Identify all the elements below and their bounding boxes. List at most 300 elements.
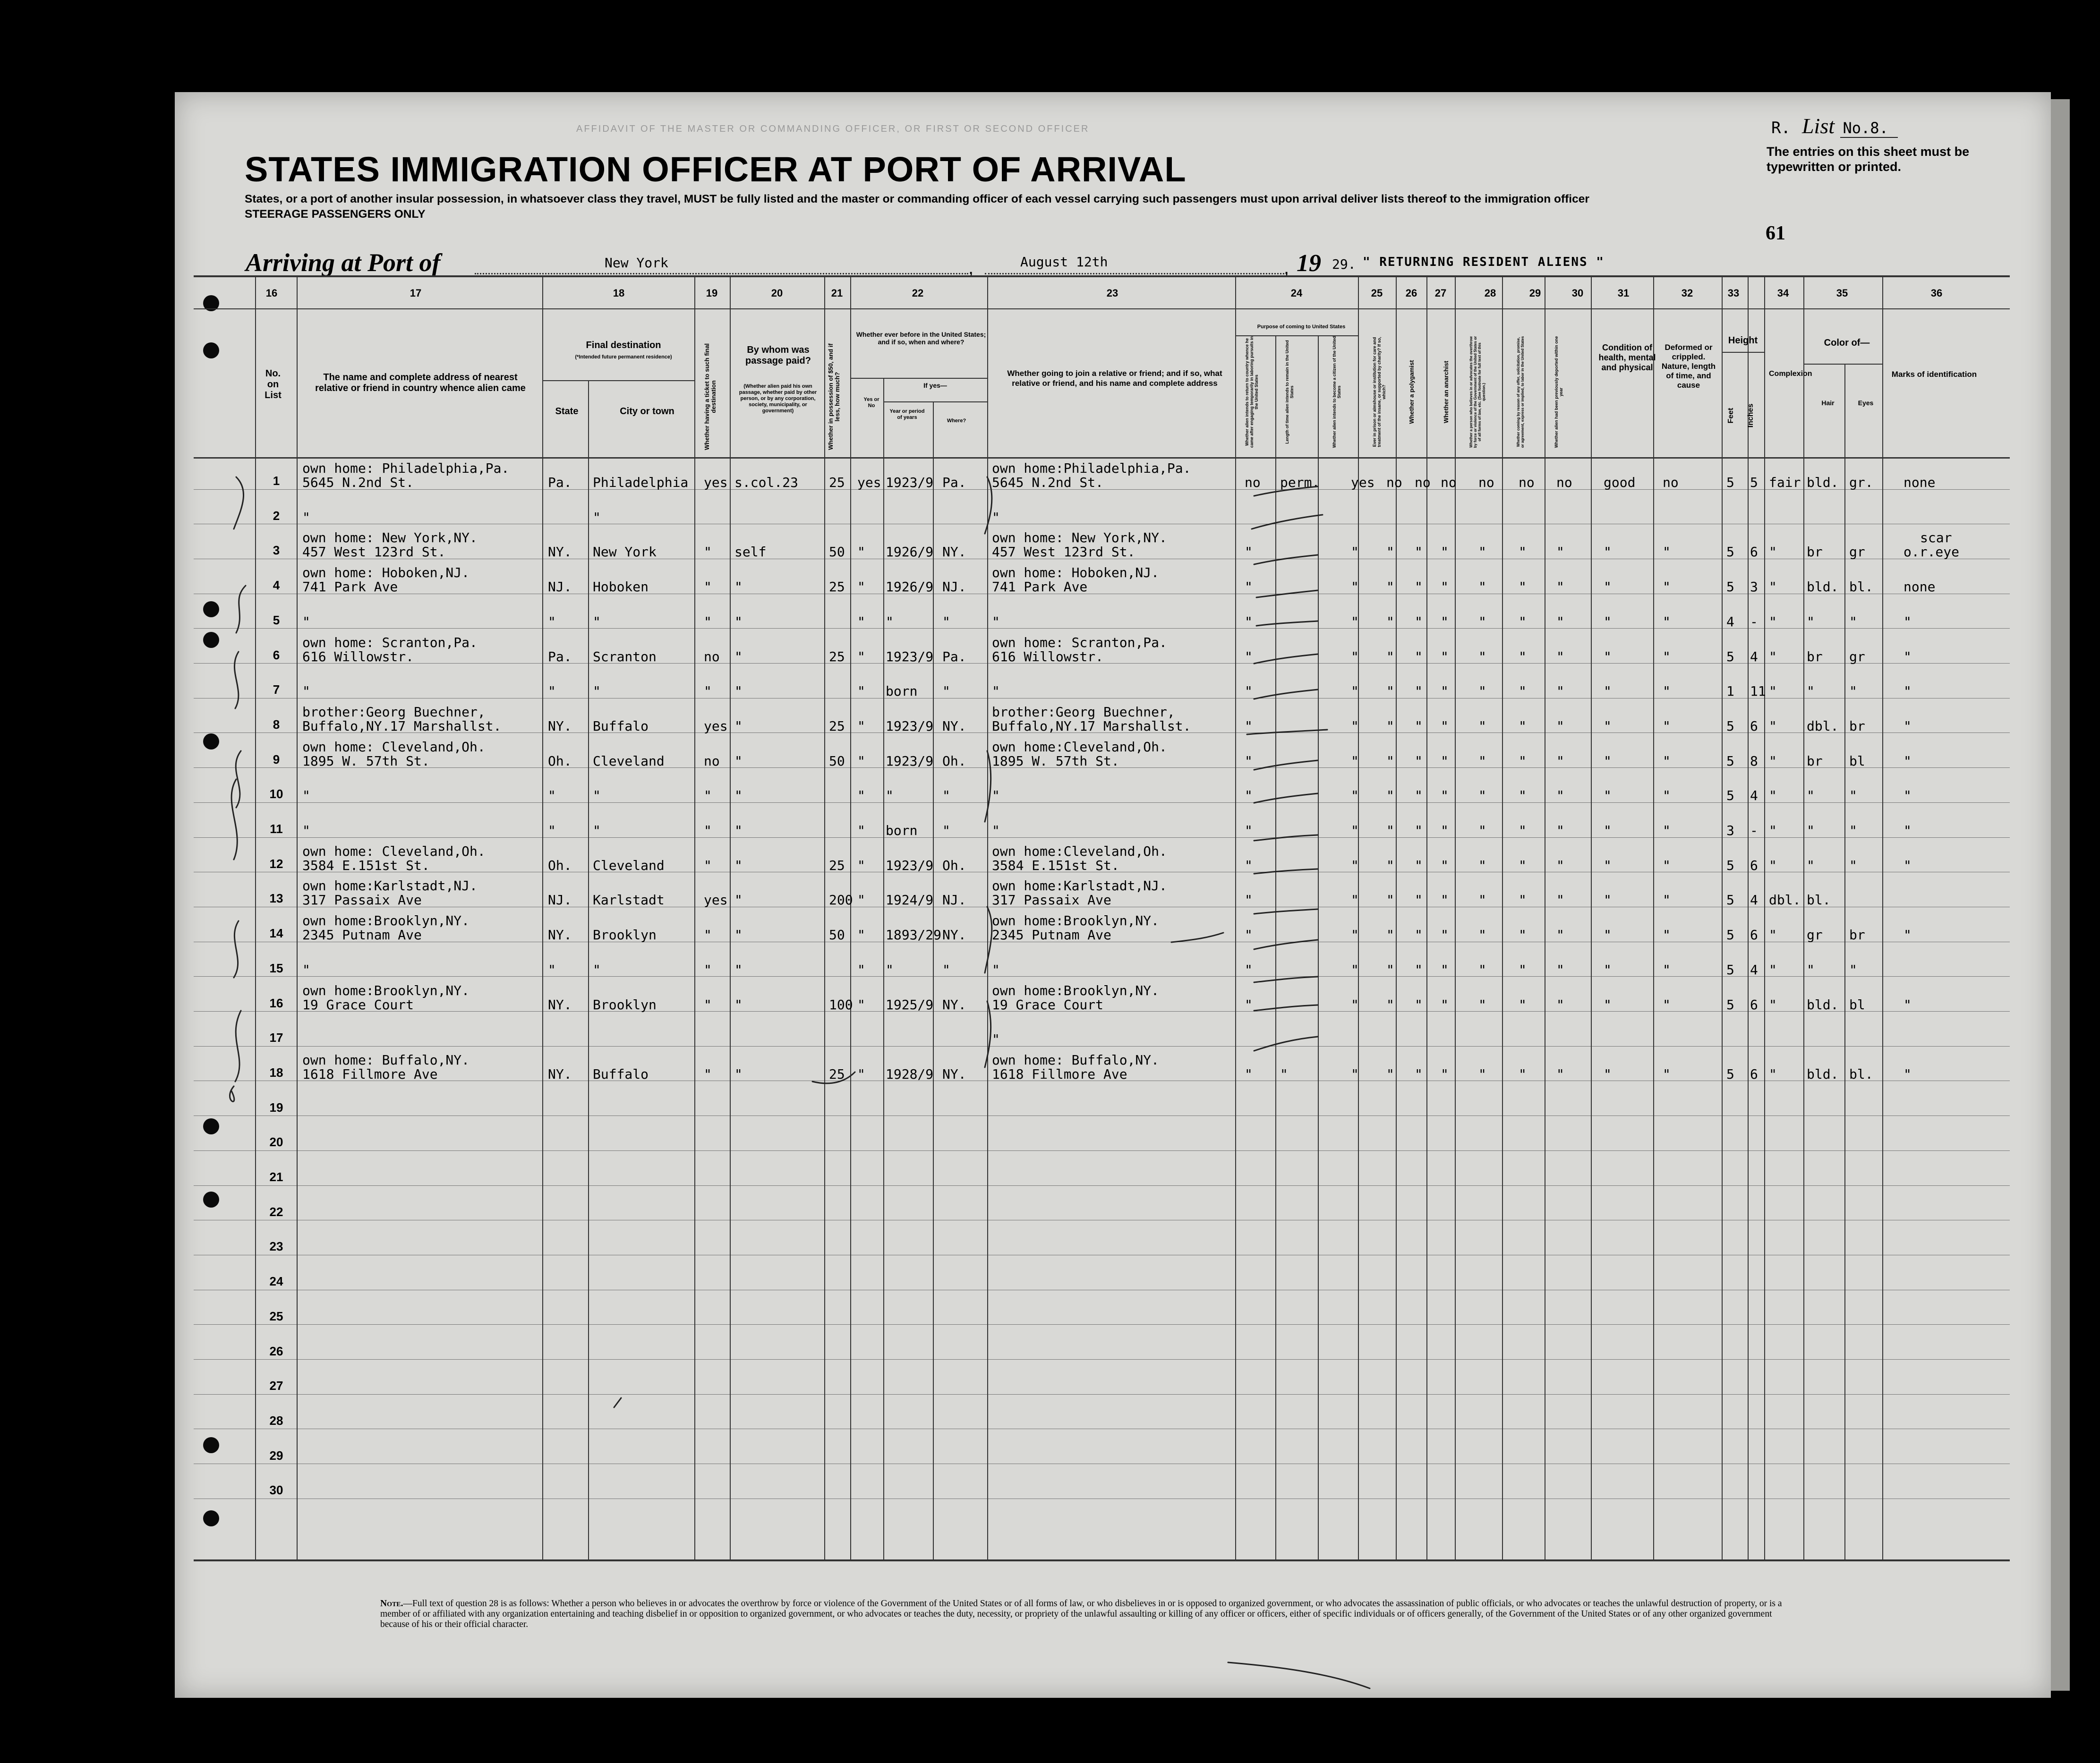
cell-q30: " <box>1556 962 1564 978</box>
cell-paid: " <box>734 788 743 803</box>
cell-q29: " <box>1519 614 1527 630</box>
cell-q29: " <box>1519 649 1527 664</box>
header-year: Year or period of years <box>889 409 925 420</box>
row-number: 29 <box>269 1448 283 1463</box>
cell-a2: Buffalo,NY.17 Marshallst. <box>302 718 502 734</box>
cell-city: Karlstadt <box>593 892 665 908</box>
check-mark <box>234 477 244 529</box>
cell-in: - <box>1750 614 1758 630</box>
cell-mk2: " <box>1904 753 1912 769</box>
cell-paid: s.col.23 <box>734 475 798 490</box>
cell-ey: " <box>1849 614 1857 630</box>
cell-a2: 317 Passaix Ave <box>302 892 422 908</box>
cell-yn: " <box>857 892 865 908</box>
column-number: 29 <box>1529 287 1541 299</box>
header-join-relative: Whether going to join a relative or friend; and if so, what relative or friend, and his name and complete address <box>1007 369 1222 388</box>
cell-st: NY. <box>548 1066 572 1082</box>
cell-hl: " <box>1604 858 1612 873</box>
cell-money: 50 <box>829 544 845 560</box>
cell-q29: " <box>1519 718 1527 734</box>
cell-q25: " <box>1386 962 1394 978</box>
cell-mk2: " <box>1904 614 1912 630</box>
cell-ft: 5 <box>1726 544 1734 560</box>
cell-q25: " <box>1386 649 1394 664</box>
cell-q27: " <box>1441 788 1449 803</box>
cell-cx: " <box>1769 544 1777 560</box>
port-value: New York <box>605 255 668 271</box>
cell-paid: " <box>734 927 743 943</box>
comma-1: , <box>968 257 974 278</box>
header-color-of: Color of— <box>1824 338 1870 348</box>
cell-in: 6 <box>1750 718 1758 734</box>
cell-mk2: " <box>1904 823 1912 838</box>
row-number: 12 <box>269 857 283 871</box>
cell-p2: perm. <box>1280 475 1320 490</box>
cell-city: " <box>593 823 601 838</box>
cell-df: " <box>1663 1066 1671 1082</box>
cell-q25: " <box>1386 683 1394 699</box>
year-suffix: 29. <box>1332 256 1356 272</box>
cell-cx: " <box>1769 1066 1777 1082</box>
stroke-mark <box>1228 1662 1370 1688</box>
cell-city: Hoboken <box>593 579 649 595</box>
cell-cx: " <box>1769 823 1777 838</box>
header-final-destination-sub: (*Intended future permanent residence) <box>575 354 672 360</box>
cell-cx: " <box>1769 788 1777 803</box>
cell-paid: " <box>734 892 743 908</box>
cell-hr: " <box>1807 962 1815 978</box>
cell-paid: self <box>734 544 767 560</box>
tick-mark <box>1254 1005 1318 1011</box>
cell-p1: " <box>1245 927 1253 943</box>
cell-q26: " <box>1415 858 1423 873</box>
cell-p3: " <box>1351 997 1359 1013</box>
column-number: 33 <box>1727 287 1740 299</box>
cell-a1: own home: Scranton,Pa. <box>302 635 478 650</box>
cell-hr: bld. <box>1807 579 1839 595</box>
row-number: 14 <box>269 926 283 940</box>
row-number: 3 <box>273 543 280 557</box>
cell-in: 6 <box>1750 544 1758 560</box>
cell-df: " <box>1663 823 1671 838</box>
row-number: 21 <box>269 1170 283 1184</box>
cell-q29: " <box>1519 892 1527 908</box>
check-mark <box>231 779 237 860</box>
cell-cx: " <box>1769 683 1777 699</box>
cell-q27: " <box>1441 544 1449 560</box>
year-prefix: 19 <box>1297 250 1321 277</box>
cell-hl: " <box>1604 614 1612 630</box>
cell-q26: " <box>1415 614 1423 630</box>
cell-p3: " <box>1351 788 1359 803</box>
cell-df: " <box>1663 579 1671 595</box>
header-passage-paid: By whom was passage paid? <box>745 345 811 366</box>
cell-in: 6 <box>1750 927 1758 943</box>
cell-p1: " <box>1245 858 1253 873</box>
cell-hr: " <box>1807 683 1815 699</box>
cell-q28: " <box>1478 858 1486 873</box>
tick-mark <box>1254 909 1318 914</box>
cell-money: 50 <box>829 753 845 769</box>
cell-hl: " <box>1604 718 1612 734</box>
cell-a2: " <box>302 823 310 838</box>
cell-hr: br <box>1807 649 1823 664</box>
cell-q27: no <box>1441 475 1457 490</box>
cell-hr: " <box>1807 858 1815 873</box>
header-ticket: Whether having a ticket to such final destination <box>703 343 717 451</box>
cell-wh: NY. <box>942 1066 966 1082</box>
cell-hl: " <box>1604 1066 1612 1082</box>
cell-city: Buffalo <box>593 718 649 734</box>
cell-a2: " <box>302 788 310 803</box>
cell-hr: " <box>1807 823 1815 838</box>
cell-q26: " <box>1415 892 1423 908</box>
check-mark <box>230 1086 234 1101</box>
tick-mark <box>1254 1037 1318 1051</box>
cell-st: Pa. <box>548 475 572 490</box>
header-solicitation: Whether coming by reason of any offer, solicitation, promise, or agreement, express or implied, to labor in the United States <box>1516 336 1525 448</box>
cell-q30: " <box>1556 753 1564 769</box>
cell-q29: " <box>1519 858 1527 873</box>
cell-tk: " <box>704 858 712 873</box>
cell-q25: " <box>1386 927 1394 943</box>
cell-in: 4 <box>1750 649 1758 664</box>
cell-j1: own home:Brooklyn,NY. <box>992 983 1160 998</box>
tick-mark <box>1254 654 1318 664</box>
cell-p3: " <box>1351 823 1359 838</box>
cell-df: " <box>1663 788 1671 803</box>
cell-q27: " <box>1441 823 1449 838</box>
cell-ft: 5 <box>1726 788 1734 803</box>
cell-money: 25 <box>829 649 845 664</box>
cell-tk: " <box>704 823 712 838</box>
cell-money: 25 <box>829 475 845 490</box>
cell-mk2: none <box>1904 475 1936 490</box>
cell-q26: " <box>1415 649 1423 664</box>
cell-j2: " <box>992 823 1000 838</box>
cell-yr: " <box>886 788 894 803</box>
tick-mark <box>1256 621 1318 626</box>
cell-wh: Oh. <box>942 858 966 873</box>
cell-a2: 457 West 123rd St. <box>302 544 446 560</box>
cell-q27: " <box>1441 927 1449 943</box>
header-no-on-list: No. on List <box>265 368 282 400</box>
cell-p3: " <box>1351 649 1359 664</box>
cell-yr: 1923/9 <box>886 753 934 769</box>
cell-ey: bl. <box>1849 579 1873 595</box>
cell-q26: " <box>1415 579 1423 595</box>
cell-hr: bld. <box>1807 475 1839 490</box>
cell-yn: " <box>857 614 865 630</box>
cell-j2: " <box>992 510 1000 525</box>
cell-city: " <box>593 614 601 630</box>
cell-a1: own home: Buffalo,NY. <box>302 1052 470 1068</box>
cell-q26: " <box>1415 962 1423 978</box>
cell-in: 6 <box>1750 858 1758 873</box>
cell-j1: own home: New York,NY. <box>992 530 1167 545</box>
cell-q30: " <box>1556 997 1564 1013</box>
cell-hr: bld. <box>1807 1066 1839 1082</box>
cell-p3: " <box>1351 1066 1359 1082</box>
cell-ey: " <box>1849 788 1857 803</box>
column-number: 36 <box>1930 287 1943 299</box>
header-complexion: Complexion <box>1769 370 1812 378</box>
header-polygamist: Whether a polygamist <box>1408 360 1415 424</box>
bracket-mark <box>985 477 992 534</box>
cell-cx: " <box>1769 579 1777 595</box>
header-relative-address: The name and complete address of nearest relative or friend in country whence alien came <box>315 372 526 393</box>
cell-ft: 3 <box>1726 823 1734 838</box>
row-number: 30 <box>269 1483 283 1497</box>
cell-q25: " <box>1386 614 1394 630</box>
cell-yr: 1893/29 <box>886 927 942 943</box>
column-number: 32 <box>1681 287 1693 299</box>
header-passage-paid-sub: (Whether alien paid his own passage, whether paid by other person, or by any corporation, society, municipality, or government) <box>739 383 817 414</box>
cell-mk2: none <box>1904 579 1936 595</box>
returning-label: " RETURNING RESIDENT ALIENS " <box>1363 255 1605 269</box>
arriving-label: Arriving at Port of <box>246 248 441 277</box>
column-number: 18 <box>613 287 625 299</box>
header-purpose-b: Length of time alien intends to remain in the United States <box>1285 340 1294 444</box>
cell-mk2: " <box>1904 1066 1912 1082</box>
cell-p1: " <box>1245 579 1253 595</box>
cell-p1: no <box>1245 475 1261 490</box>
cell-p1: " <box>1245 997 1253 1013</box>
cell-a2: 19 Grace Court <box>302 997 414 1013</box>
cell-q28: " <box>1478 718 1486 734</box>
cell-in: 3 <box>1750 579 1758 595</box>
cell-j2: 616 Willowstr. <box>992 649 1104 664</box>
cell-q30: " <box>1556 649 1564 664</box>
cell-st: NJ. <box>548 579 572 595</box>
cell-q28: " <box>1478 892 1486 908</box>
cell-q25: no <box>1386 475 1402 490</box>
entries-note: The entries on this sheet must be typewritten or printed. <box>1767 145 1970 174</box>
row-number: 9 <box>273 752 280 767</box>
cell-st: " <box>548 683 556 699</box>
column-number: 27 <box>1434 287 1447 299</box>
cell-a2: 2345 Putnam Ave <box>302 927 422 943</box>
cell-in: 6 <box>1750 1066 1758 1082</box>
cell-p1: " <box>1245 614 1253 630</box>
header-city: City or town <box>620 406 674 417</box>
footnote-label: Note. <box>380 1599 403 1609</box>
cell-j2: 741 Park Ave <box>992 579 1088 595</box>
cell-hr: dbl. <box>1807 718 1839 734</box>
cell-ey: bl <box>1849 997 1865 1013</box>
cell-p1: " <box>1245 962 1253 978</box>
header-state: State <box>555 406 579 417</box>
column-number: 16 <box>265 287 278 299</box>
cell-q27: " <box>1441 753 1449 769</box>
column-number: 23 <box>1106 287 1118 299</box>
column-number: 21 <box>831 287 843 299</box>
cell-tk: yes <box>704 475 728 490</box>
cell-yn: " <box>857 718 865 734</box>
cell-j1: own home:Brooklyn,NY. <box>992 913 1160 928</box>
cell-df: " <box>1663 683 1671 699</box>
page-number: 61 <box>1766 222 1785 244</box>
cell-p2: " <box>1280 1066 1288 1082</box>
list-label: List <box>1801 114 1835 138</box>
cell-paid: " <box>734 683 743 699</box>
cell-city: Scranton <box>593 649 657 664</box>
column-number: 24 <box>1290 287 1303 299</box>
cell-st: Oh. <box>548 858 572 873</box>
cell-j2: 3584 E.151st St. <box>992 858 1119 873</box>
cell-tk: " <box>704 683 712 699</box>
cell-q30: " <box>1556 823 1564 838</box>
cell-ey: " <box>1849 962 1857 978</box>
row-number: 4 <box>273 578 280 592</box>
header-purpose-a: Whether alien intends to return to country whence he came after engaging temporarily in laboring pursuits in the United States <box>1245 336 1259 448</box>
cell-cx: " <box>1769 997 1777 1013</box>
cell-yr: 1923/9 <box>886 649 934 664</box>
cell-q26: " <box>1415 823 1423 838</box>
cell-j2: " <box>992 683 1000 699</box>
cell-hl: " <box>1604 823 1612 838</box>
tick-mark <box>1252 515 1323 529</box>
cell-p1: " <box>1245 753 1253 769</box>
cell-paid: " <box>734 962 743 978</box>
cell-ey: br <box>1849 718 1865 734</box>
cell-st: Oh. <box>548 753 572 769</box>
cell-paid: " <box>734 1066 743 1082</box>
cell-j1: own home:Cleveland,Oh. <box>992 843 1167 859</box>
cell-j1: own home:Karlstadt,NJ. <box>992 878 1167 894</box>
cell-wh: NJ. <box>942 892 966 908</box>
column-number: 19 <box>706 287 718 299</box>
cell-df: " <box>1663 997 1671 1013</box>
header-eyes: Eyes <box>1858 399 1874 407</box>
cell-q28: " <box>1478 997 1486 1013</box>
comma-2: , <box>1284 257 1289 278</box>
cell-p1: " <box>1245 683 1253 699</box>
column-number: 35 <box>1836 287 1848 299</box>
cell-a2: " <box>302 683 310 699</box>
cell-q26: " <box>1415 718 1423 734</box>
cell-yn: " <box>857 927 865 943</box>
cell-wh: Pa. <box>942 475 966 490</box>
cell-city: Buffalo <box>593 1066 649 1082</box>
cell-q28: " <box>1478 1066 1486 1082</box>
cell-yr: 1926/9 <box>886 579 934 595</box>
cell-p3: yes <box>1351 475 1375 490</box>
cell-in: 4 <box>1750 788 1758 803</box>
cell-cx: " <box>1769 753 1777 769</box>
cell-p3: " <box>1351 753 1359 769</box>
cell-a1: own home: New York,NY. <box>302 530 478 545</box>
row-number: 26 <box>269 1344 283 1358</box>
cell-hl: " <box>1604 788 1612 803</box>
cell-in: 6 <box>1750 997 1758 1013</box>
tick-mark <box>1247 730 1327 734</box>
cell-yn: " <box>857 579 865 595</box>
cell-ft: 5 <box>1726 579 1734 595</box>
cell-j1: own home:Philadelphia,Pa. <box>992 460 1191 476</box>
list-number-value: No.8. <box>1840 119 1898 138</box>
cell-q28: " <box>1478 823 1486 838</box>
cell-yn: yes <box>857 475 881 490</box>
cell-q29: " <box>1519 1066 1527 1082</box>
row-number: 18 <box>269 1065 283 1080</box>
cell-yr: born <box>886 823 918 838</box>
cell-cx: " <box>1769 649 1777 664</box>
cell-j2: 1618 Fillmore Ave <box>992 1066 1127 1082</box>
cell-in: 8 <box>1750 753 1758 769</box>
header-purpose-c: Whether alien intends to become a citizen of the United States <box>1332 336 1341 448</box>
cell-p3: " <box>1351 683 1359 699</box>
column-number: 34 <box>1777 287 1789 299</box>
row-number: 28 <box>269 1414 283 1428</box>
cell-j2: 2345 Putnam Ave <box>992 927 1111 943</box>
check-mark <box>235 1011 241 1082</box>
cell-ey: gr. <box>1849 475 1873 490</box>
row-number: 7 <box>273 682 280 697</box>
row-number: 13 <box>269 891 283 905</box>
cell-mk2: " <box>1904 788 1912 803</box>
header-final-destination: Final destination <box>586 340 661 350</box>
row-number: 11 <box>270 822 283 836</box>
cell-p3: " <box>1351 544 1359 560</box>
column-number: 20 <box>771 287 783 299</box>
cell-q30: " <box>1556 544 1564 560</box>
cell-q28: " <box>1478 927 1486 943</box>
cell-tk: " <box>704 788 712 803</box>
cell-q28: " <box>1478 683 1486 699</box>
cell-q26: " <box>1415 788 1423 803</box>
cell-q25: " <box>1386 753 1394 769</box>
cell-q30: " <box>1556 927 1564 943</box>
cell-q26: " <box>1415 544 1423 560</box>
cell-df: " <box>1663 649 1671 664</box>
cell-mk2: " <box>1904 927 1912 943</box>
cell-j2: 457 West 123rd St. <box>992 544 1135 560</box>
cell-p1: " <box>1245 649 1253 664</box>
cell-a1: own home: Cleveland,Oh. <box>302 739 486 755</box>
cell-wh: Pa. <box>942 649 966 664</box>
cell-q27: " <box>1441 718 1449 734</box>
column-number: 17 <box>410 287 422 299</box>
cell-yn: " <box>857 788 865 803</box>
header-where: Where? <box>947 418 966 424</box>
list-prefix: R. <box>1771 119 1791 137</box>
cell-p1: " <box>1245 544 1253 560</box>
cell-city: " <box>593 962 601 978</box>
cell-city: Philadelphia <box>593 475 689 490</box>
cell-ey: " <box>1849 823 1857 838</box>
cell-q25: " <box>1386 997 1394 1013</box>
cell-money: 200 <box>829 892 853 908</box>
row-number: 27 <box>269 1379 283 1393</box>
cell-q27: " <box>1441 962 1449 978</box>
cell-ft: 5 <box>1726 997 1734 1013</box>
cell-j2: " <box>992 962 1000 978</box>
header-if-yes: If yes— <box>923 382 947 389</box>
cell-in: - <box>1750 823 1758 838</box>
cell-wh: NY. <box>942 997 966 1013</box>
cell-p3: " <box>1351 962 1359 978</box>
cell-hr: br <box>1807 544 1823 560</box>
header-feet: Feet <box>1727 408 1735 424</box>
cell-mk2: " <box>1904 683 1912 699</box>
cell-q25: " <box>1386 823 1394 838</box>
cell-st: " <box>548 962 556 978</box>
stroke-mark <box>1171 933 1223 942</box>
cell-ey: " <box>1849 858 1857 873</box>
cell-ft: 5 <box>1726 927 1734 943</box>
row-number: 23 <box>269 1239 283 1253</box>
